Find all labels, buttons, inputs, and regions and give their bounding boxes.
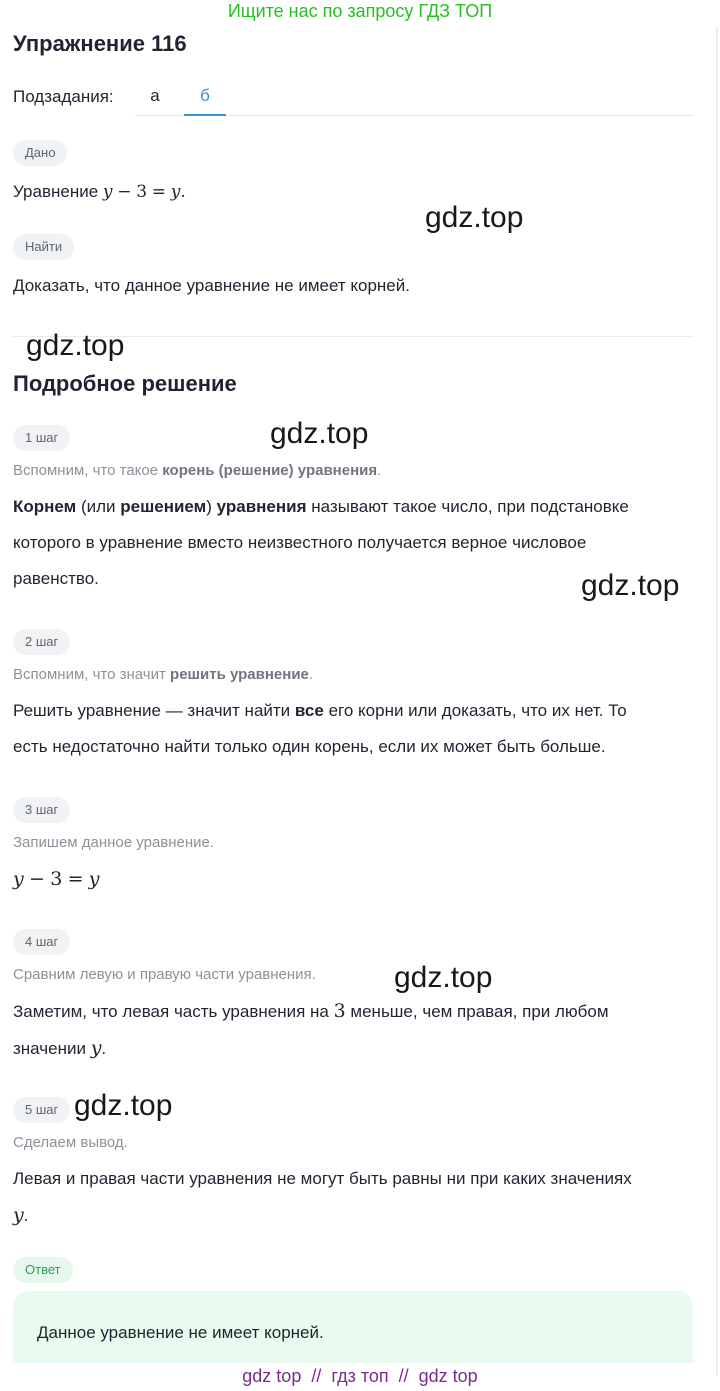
page-title: Упражнение 116 (13, 31, 187, 56)
var-y: y (102, 182, 113, 202)
step-4-line-1 (13, 993, 693, 1030)
hint-bold: корень (решение) уравнения (162, 462, 378, 479)
step-1-line-1 (13, 489, 693, 525)
step-4-line-2 (13, 1030, 693, 1067)
text-span: меньше, чем правая, при любом (345, 1002, 609, 1021)
step-3-equation (13, 861, 693, 898)
solution-title: Подробное решение (13, 371, 237, 396)
step-1-badge: 1 шаг (13, 425, 70, 451)
period: . (23, 1206, 29, 1225)
step-5-hint: Сделаем вывод. (13, 1134, 128, 1151)
text-span: называют такое число, при подстановке (306, 497, 629, 516)
step-2-hint (13, 666, 313, 683)
period: . (101, 1039, 107, 1058)
minus-sign: − (29, 868, 45, 890)
text-span: ) (206, 497, 217, 516)
watermark: gdz.top (26, 329, 125, 362)
given-text (13, 174, 693, 210)
text-span: его корни или доказать, что их нет. То (323, 701, 627, 720)
text-span: Заметим, что левая часть уравнения на (13, 1002, 334, 1021)
step-1-line-2: которого в уравнение вместо неизвестного получается верное числовое (13, 533, 587, 552)
answer-badge: Ответ (13, 1257, 73, 1283)
step-2-line-1 (13, 693, 693, 729)
step-2-line-2: есть недостаточно найти только один корень, если их может быть больше. (13, 737, 606, 756)
step-2-badge: 2 шаг (13, 629, 70, 655)
watermark: gdz.top (270, 417, 369, 450)
tab-subtask-a[interactable]: а (150, 86, 160, 105)
step-5-badge: 5 шаг (13, 1097, 70, 1123)
var-y: y (90, 1037, 102, 1059)
step-5-body (13, 1161, 693, 1234)
watermark: gdz.top (394, 961, 493, 994)
constant: 3 (136, 182, 148, 202)
step-5-line-1: Левая и правая части уравнения не могут быть равны ни при каких значениях (13, 1169, 632, 1188)
bold-term: Корнем (13, 497, 77, 516)
var-y: y (170, 182, 181, 202)
hint-text: Вспомним, что значит (13, 666, 171, 683)
equals-sign: = (151, 182, 167, 202)
step-4-hint: Сравним левую и правую части уравнения. (13, 966, 316, 983)
step-4-badge: 4 шаг (13, 929, 70, 955)
bold-term: решением (120, 497, 207, 516)
given-prefix: Уравнение (13, 182, 99, 201)
text-span: Решить уравнение — значит найти (13, 701, 295, 720)
promo-banner: Ищите нас по запросу ГДЗ ТОП (227, 1, 493, 21)
var-y: y (13, 868, 24, 890)
step-2-body (13, 693, 693, 765)
find-badge: Найти (13, 234, 74, 260)
given-badge: Дано (13, 140, 67, 166)
step-3-hint: Запишем данное уравнение. (13, 834, 215, 851)
text-span: значении (13, 1039, 91, 1058)
hint-bold: решить уравнение (170, 666, 309, 683)
step-5-line-2 (13, 1197, 693, 1234)
bold-term: все (294, 701, 324, 720)
step-1-line-3: равенство. (13, 569, 99, 588)
period: . (180, 182, 186, 202)
step-4-body (13, 993, 693, 1067)
footer-links[interactable]: gdz top // гдз топ // gdz top (242, 1366, 478, 1386)
scrollbar-track[interactable] (716, 26, 718, 1376)
minus-sign: − (117, 182, 132, 202)
constant: 3 (50, 868, 63, 890)
hint-end: . (377, 462, 382, 479)
step-3-badge: 3 шаг (13, 797, 70, 823)
tab-subtask-b[interactable]: б (184, 86, 226, 116)
answer-text: Данное уравнение не имеет корней. (37, 1323, 324, 1342)
subtasks-label: Подзадания: (13, 87, 114, 106)
text-span: (или (76, 497, 121, 516)
watermark: gdz.top (581, 569, 680, 602)
number-3: 3 (333, 1000, 346, 1022)
bold-term: уравнения (216, 497, 307, 516)
hint-text: Вспомним, что такое (13, 462, 163, 479)
watermark: gdz.top (74, 1089, 173, 1122)
var-y: y (88, 868, 100, 890)
equals-sign: = (67, 868, 84, 890)
watermark: gdz.top (425, 201, 524, 234)
var-y: y (13, 1204, 24, 1226)
step-1-hint (13, 462, 381, 479)
hint-end: . (308, 666, 314, 683)
find-text: Доказать, что данное уравнение не имеет корней. (13, 276, 410, 295)
